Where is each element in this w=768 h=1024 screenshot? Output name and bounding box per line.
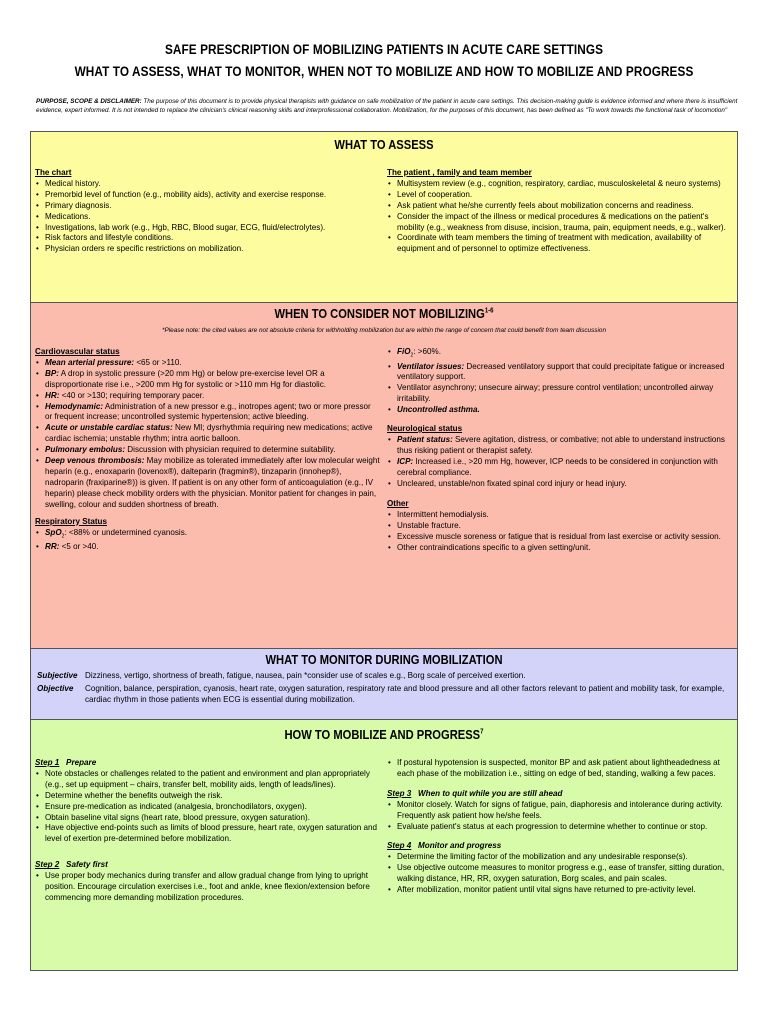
howto-header-text: HOW TO MOBILIZE AND PROGRESS <box>284 727 481 742</box>
disclaimer <box>36 97 740 116</box>
list-item: • Unstable fracture. <box>397 521 733 532</box>
assess-patient-column <box>387 168 733 255</box>
cardio-list <box>35 358 380 511</box>
list-item: • Determine whether the benefits outweigh the risk. <box>45 791 380 802</box>
cardio-title: Cardiovascular status <box>35 347 120 356</box>
resp-title: Respiratory Status <box>35 516 107 526</box>
step2-list <box>35 871 380 904</box>
list-item: • Deep venous thrombosis: May mobilize as tolerated immediately after low molecular weight heparin (e.g., enoxaparin (lovenox®), dalteparin (fragmin®), tinzaparin (innohep®), nadroparin (fraxiparine®)) is given. If patient is on any other form of anticoagulation (e.g., IV heparin) please check mobility orders with the physician. Monitor patient for changes in pain, swelling, colour and sudden shortness of breath. <box>45 456 380 511</box>
list-item: • ICP: Increased i.e., >20 mm Hg, however, ICP needs to be considered in conjunction with cerebral compliance. <box>397 457 733 479</box>
assess-chart-list <box>35 179 380 255</box>
assess-chart-column <box>35 168 380 255</box>
not-mobilizing-header-text: WHEN TO CONSIDER NOT MOBILIZING <box>274 306 485 321</box>
howto-header-ref: 7 <box>480 728 484 736</box>
list-item: • Level of cooperation. <box>397 190 733 201</box>
list-item: • Obtain baseline vital signs (heart rate, blood pressure, oxygen saturation). <box>45 813 380 824</box>
step2-continued-list <box>387 758 733 780</box>
objective-text: Cognition, balance, perspiration, cyanosis, heart rate, oxygen saturation, respiratory rate and blood pressure and all other factors relevant to patient and mobility task, for example, cardiac rhythm in those patients when ECG is essential during mobilization. <box>85 684 725 704</box>
not-mobilizing-note: *Please note: the cited values are not absolute criteria for withholding mobilization but are within the range of concern that could benefit from team discussion <box>161 327 607 334</box>
subjective-label: Subjective <box>37 671 78 680</box>
list-item: • Medications. <box>45 212 380 223</box>
not-mobilizing-section <box>30 302 738 649</box>
list-item: • Pulmonary embolus: Discussion with physician required to determine suitability. <box>45 445 380 456</box>
subjective-text: Dizziness, vertigo, shortness of breath, fatigue, nausea, pain *consider use of scales e.g., Borg scale of perceived exertion. <box>85 671 526 680</box>
list-item: • Ask patient what he/she currently feels about mobilization concerns and readiness. <box>397 201 733 212</box>
assess-chart-title: The chart <box>35 168 72 177</box>
list-item: • Premorbid level of function (e.g., mobility aids), activity and exercise response. <box>45 190 380 201</box>
list-item: • Medical history. <box>45 179 380 190</box>
list-item: • Excessive muscle soreness or fatigue that is residual from last exercise or activity session. <box>397 532 733 543</box>
list-item: • HR: <40 or >130; requiring temporary pacer. <box>45 391 380 402</box>
step3-heading: Step 3 When to quit while you are still ahead <box>387 788 563 798</box>
list-item: • Multisystem review (e.g., cognition, respiratory, cardiac, musculoskeletal & neuro systems) <box>397 179 733 190</box>
list-item: • Uncleared, unstable/non fixated spinal cord injury or head injury. <box>397 479 733 490</box>
list-item: • FiO$_2$: >60%. <box>397 347 733 362</box>
not-mobilizing-header <box>80 306 687 321</box>
list-item: • Ensure pre-medication as indicated (analgesia, bronchodilators, oxygen). <box>45 802 380 813</box>
assess-patient-list <box>387 179 733 255</box>
step4-list <box>387 852 733 896</box>
assess-header: WHAT TO ASSESS <box>334 137 434 152</box>
list-item: • Patient status: Severe agitation, distress, or combative; not able to understand instructions thus risking patient or therapist safety. <box>397 435 733 457</box>
list-item: • Investigations, lab work (e.g., Hgb, RBC, Blood sugar, ECG, fluid/electrolytes). <box>45 223 380 234</box>
list-item: • Ventilator asynchrony; unsecure airway; pressure control ventilation; uncontrolled airway irritability. <box>397 383 733 405</box>
other-list <box>387 510 733 554</box>
list-item: • Use objective outcome measures to monitor progress e.g., ease of transfer, sitting duration, walking distance, HR, RR, oxygen saturation, Borg scales, and pain scales. <box>397 863 733 885</box>
resp-list <box>35 528 380 553</box>
monitor-objective <box>37 684 733 708</box>
list-item: • Hemodynamic: Administration of a new pressor e.g., inotropes agent; two or more pressor or frequent increase; uncontrolled systemic hypertension; active bleeding. <box>45 402 380 424</box>
list-item: • Determine the limiting factor of the mobilization and any undesirable response(s). <box>397 852 733 863</box>
list-item: • Intermittent hemodialysis. <box>397 510 733 521</box>
list-item: • Risk factors and lifestyle conditions. <box>45 233 380 244</box>
monitor-subjective <box>37 671 733 683</box>
howto-header <box>80 727 687 742</box>
howto-right-column <box>387 758 733 896</box>
list-item: • If postural hypotension is suspected, monitor BP and ask patient about lightheadedness at each phase of the mobilization i.e., sitting on edge of bed, standing, walking a few paces. <box>397 758 733 780</box>
disclaimer-text: The purpose of this document is to provide physical therapists with guidance on safe mobilization of the patient in acute care settings. This decision-making guide is evidence informed and where there is insufficient evidence, expert informed. It is not intended to replace the clinician's clinical reasoning skills and interprofessional collaboration. Mobilization, for the purposes of this document, has been defined as "To work towards the functional task of locomotion" <box>36 98 738 115</box>
list-item: • Coordinate with team members the timing of treatment with medication, availability of equipment and of personnel to optimize effectiveness. <box>397 233 733 255</box>
document-title-line1: SAFE PRESCRIPTION OF MOBILIZING PATIENTS IN ACUTE CARE SETTINGS <box>164 42 604 57</box>
list-item: • Ventilator issues: Decreased ventilatory support that could precipitate fatigue or increased ventilatory support. <box>397 362 733 384</box>
list-item: • Have objective end-points such as limits of blood pressure, heart rate, oxygen saturation and level of exertion pre-determined before mobilization. <box>45 823 380 845</box>
step2-heading: Step 2 Safety first <box>35 860 108 870</box>
list-item: • Use proper body mechanics during transfer and allow gradual change from lying to upright position. Encourage circulation exercises i.e., foot and ankle, knee flexion/extension before commencing more demanding mobilization procedures. <box>45 871 380 904</box>
list-item: • Mean arterial pressure: <65 or >110. <box>45 358 380 369</box>
list-item: • Other contraindications specific to a given setting/unit. <box>397 543 733 554</box>
list-item: • Physician orders re specific restrictions on mobilization. <box>45 244 380 255</box>
monitor-header: WHAT TO MONITOR DURING MOBILIZATION <box>265 652 503 667</box>
disclaimer-label: PURPOSE, SCOPE & DISCLAIMER: <box>36 98 142 105</box>
list-item: • Primary diagnosis. <box>45 201 380 212</box>
list-item: • Acute or unstable cardiac status: New MI; dysrhythmia requiring new medications; active cardiac ischemia; unstable rhythm; intra aortic balloon. <box>45 423 380 445</box>
not-mobilizing-right-column <box>387 347 733 554</box>
howto-left-column <box>35 758 380 904</box>
assess-patient-title: The patient , family and team member <box>387 168 532 177</box>
list-item: • SpO$_2$: <88% or undetermined cyanosis. <box>45 528 380 543</box>
neuro-list <box>387 435 733 490</box>
step1-list <box>35 769 380 845</box>
list-item: • Evaluate patient's status at each progression to determine whether to continue or stop. <box>397 822 733 833</box>
list-item: • After mobilization, monitor patient until vital signs have returned to pre-activity level. <box>397 885 733 896</box>
not-mobilizing-left-column <box>35 347 380 553</box>
list-item: • Monitor closely. Watch for signs of fatigue, pain, diaphoresis and intolerance during activity. Frequently ask patient how he/she feels. <box>397 800 733 822</box>
list-item: • RR: <5 or >40. <box>45 542 380 553</box>
list-item: • BP: A drop in systolic pressure (>20 mm Hg) or below pre-exercise level OR a disproportionate rise i.e., >200 mm Hg for systolic or >110 mm Hg for diastolic. <box>45 369 380 391</box>
document-title-line2: WHAT TO ASSESS, WHAT TO MONITOR, WHEN NOT TO MOBILIZE AND HOW TO MOBILIZE AND PROGRESS <box>74 64 694 79</box>
other-title: Other <box>387 499 409 509</box>
step1-heading: Step 1 Prepare <box>35 758 97 767</box>
howto-section <box>30 719 738 971</box>
resp-list-2 <box>387 347 733 416</box>
monitor-section <box>30 648 738 720</box>
neuro-title: Neurological status <box>387 424 463 434</box>
assess-section <box>30 131 738 303</box>
objective-label: Objective <box>37 684 74 693</box>
list-item: • Consider the impact of the illness or medical procedures & medications on the patient's mobility (e.g., weakness from disuse, incision, trauma, pain, equipment needs, e.g., walker). <box>397 212 733 234</box>
step3-list <box>387 800 733 833</box>
not-mobilizing-header-ref: 1-6 <box>484 307 494 315</box>
list-item: • Uncontrolled asthma. <box>397 405 733 416</box>
step4-heading: Step 4 Monitor and progress <box>387 841 502 851</box>
list-item: • Note obstacles or challenges related to the patient and environment and plan appropriately (e.g., set up equipment – chairs, transfer belt, mobility aids, length of leads/lines). <box>45 769 380 791</box>
